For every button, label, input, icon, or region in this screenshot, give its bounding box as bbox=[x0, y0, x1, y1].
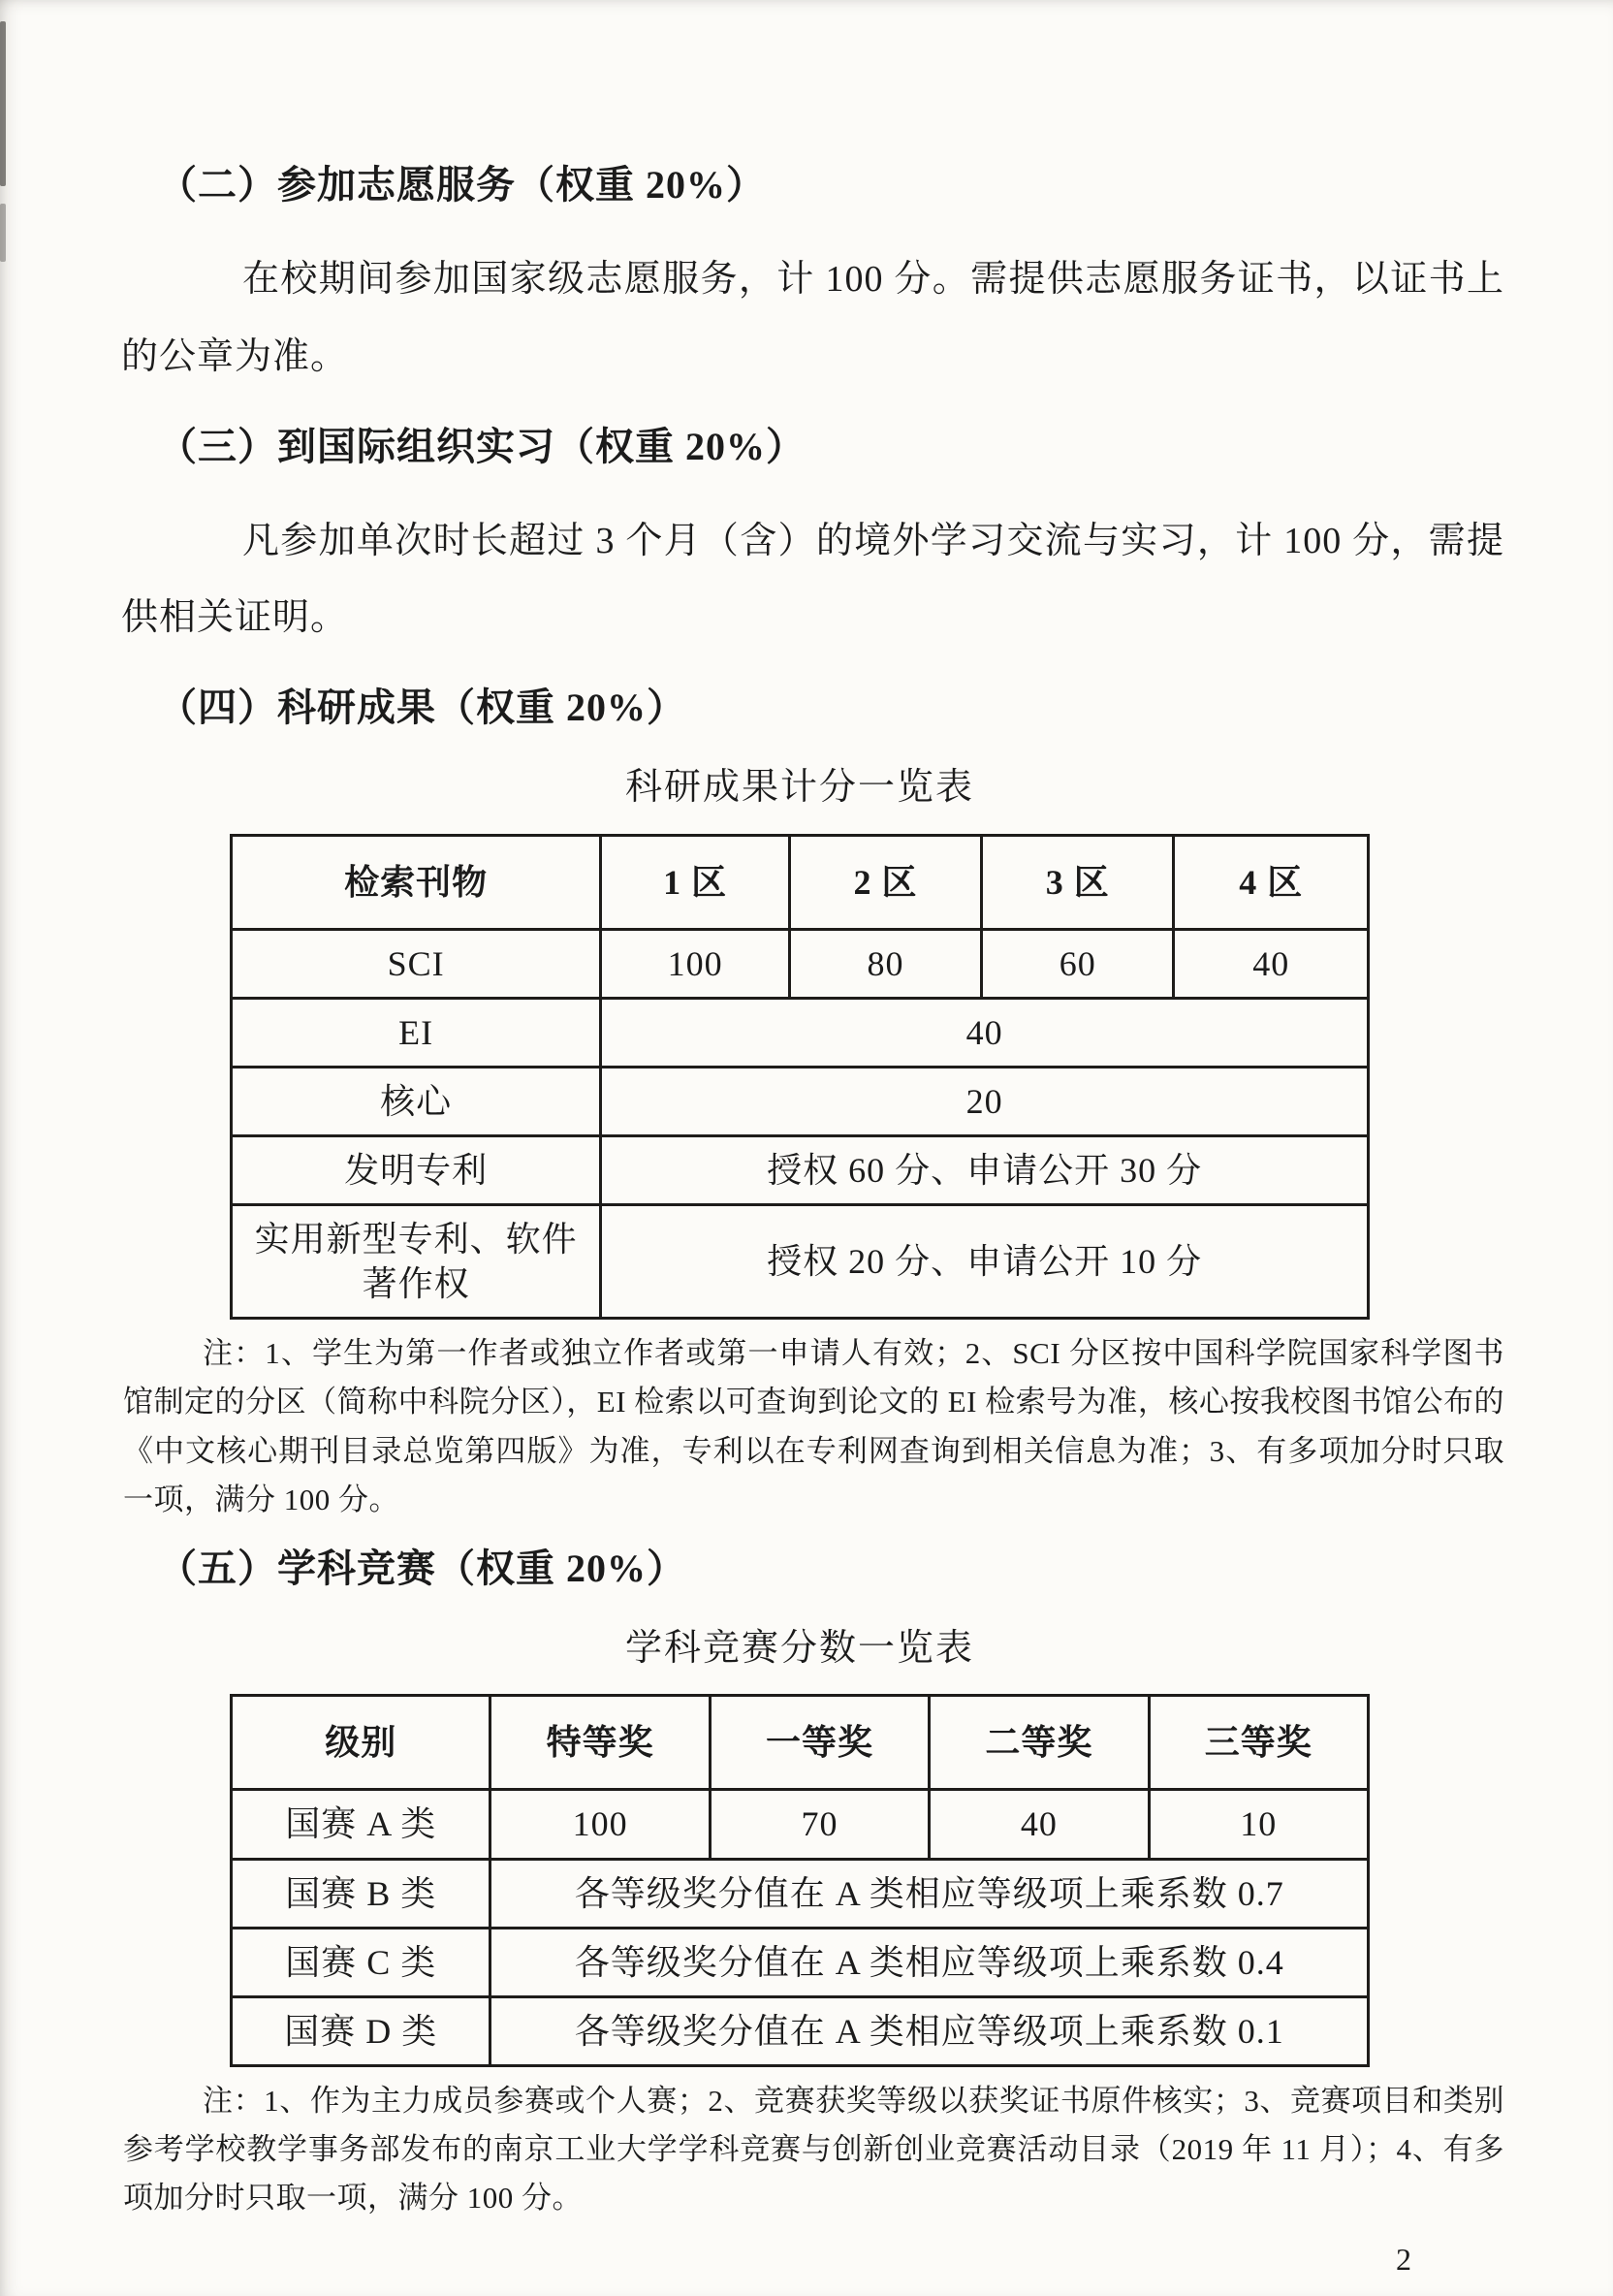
scan-artifact bbox=[0, 204, 6, 262]
table-header-cell: 检索刊物 bbox=[232, 835, 601, 929]
table-row-sci bbox=[232, 929, 1369, 998]
table-span-cell: 各等级奖分值在 A 类相应等级项上乘系数 0.1 bbox=[490, 1996, 1369, 2065]
research-table-note: 注：1、学生为第一作者或独立作者或第一申请人有效；2、SCI 分区按中国科学院国家科学图书馆制定的分区（简称中科院分区），EI 检索以可查询到论文的 EI 检索号为准，核心按我校图书馆公布的《中文核心期刊目录总览第四版》为准，专利以在专利网查询到相关信息为准；3、有多项加分时只取一项，满分 100 分。 bbox=[123, 1336, 1504, 1516]
table-row-national-d bbox=[232, 1996, 1369, 2065]
table-header-cell: 级别 bbox=[232, 1696, 490, 1790]
row-label-cell: 国赛 A 类 bbox=[232, 1790, 490, 1859]
table-header-cell: 二等奖 bbox=[930, 1696, 1149, 1790]
table-header-cell: 4 区 bbox=[1174, 835, 1369, 929]
table-span-cell: 20 bbox=[601, 1067, 1369, 1135]
row-label-cell: 核心 bbox=[232, 1067, 601, 1135]
research-score-table bbox=[230, 834, 1370, 1321]
table-row-national-a bbox=[232, 1790, 1369, 1859]
table-row-utility-patent bbox=[232, 1204, 1369, 1318]
table-row-ei bbox=[232, 998, 1369, 1067]
table-header-cell: 三等奖 bbox=[1149, 1696, 1368, 1790]
table-cell: 100 bbox=[601, 929, 790, 998]
table-cell: 100 bbox=[490, 1790, 710, 1859]
table-header-cell: 一等奖 bbox=[710, 1696, 929, 1790]
table-row-national-b bbox=[232, 1859, 1369, 1928]
heading-international-internship: （三）到国际组织实习（权重 20%） bbox=[158, 424, 806, 468]
competition-table-title: 学科竞赛分数一览表 bbox=[624, 1628, 974, 1669]
row-label-cell: 国赛 B 类 bbox=[232, 1859, 490, 1928]
table-cell: 10 bbox=[1149, 1790, 1368, 1859]
row-label-cell: EI bbox=[232, 998, 601, 1067]
table-header-cell: 2 区 bbox=[789, 835, 981, 929]
table-row-national-c bbox=[232, 1928, 1369, 1996]
heading-volunteer-service: （二）参加志愿服务（权重 20%） bbox=[158, 163, 766, 207]
table-row-invention-patent bbox=[232, 1135, 1369, 1204]
table-row-core bbox=[232, 1067, 1369, 1135]
row-label-cell: 国赛 C 类 bbox=[232, 1928, 490, 1996]
competition-score-table bbox=[230, 1694, 1370, 2066]
table-span-cell: 各等级奖分值在 A 类相应等级项上乘系数 0.4 bbox=[490, 1928, 1369, 1996]
heading-subject-competition: （五）学科竞赛（权重 20%） bbox=[158, 1547, 686, 1590]
table-span-cell: 各等级奖分值在 A 类相应等级项上乘系数 0.7 bbox=[490, 1859, 1369, 1928]
page-number: 2 bbox=[1396, 2242, 1411, 2278]
research-table-title: 科研成果计分一览表 bbox=[624, 767, 974, 809]
competition-table-header-row bbox=[232, 1696, 1369, 1790]
row-label-cell: SCI bbox=[232, 929, 601, 998]
table-cell: 80 bbox=[789, 929, 981, 998]
table-header-cell: 1 区 bbox=[601, 835, 790, 929]
row-label-cell: 国赛 D 类 bbox=[232, 1996, 490, 2065]
competition-table-note: 注：1、作为主力成员参赛或个人赛；2、竞赛获奖等级以获奖证书原件核实；3、竞赛项目和类别参考学校教学事务部发布的南京工业大学学科竞赛与创新创业竞赛活动目录（2019 年 11 月）；4、有多项加分时只取一项，满分 100 分。 bbox=[123, 2083, 1504, 2216]
table-cell: 40 bbox=[1174, 929, 1369, 998]
paragraph-international-internship: 凡参加单次时长超过 3 个月（含）的境外学习交流与实习，计 100 分，需提供相关证明。 bbox=[121, 520, 1504, 639]
table-header-cell: 3 区 bbox=[982, 835, 1174, 929]
table-cell: 40 bbox=[930, 1790, 1149, 1859]
scan-artifact bbox=[0, 21, 6, 186]
research-table-header-row bbox=[232, 835, 1369, 929]
row-label-cell: 实用新型专利、软件著作权 bbox=[232, 1204, 601, 1318]
row-label-cell: 发明专利 bbox=[232, 1135, 601, 1204]
paragraph-volunteer-service: 在校期间参加国家级志愿服务，计 100 分。需提供志愿服务证书，以证书上的公章为准。 bbox=[121, 259, 1504, 377]
table-cell: 60 bbox=[982, 929, 1174, 998]
heading-research-achievements: （四）科研成果（权重 20%） bbox=[158, 686, 686, 730]
table-span-cell: 授权 20 分、申请公开 10 分 bbox=[601, 1204, 1369, 1318]
table-span-cell: 授权 60 分、申请公开 30 分 bbox=[601, 1135, 1369, 1204]
table-cell: 70 bbox=[710, 1790, 929, 1859]
table-header-cell: 特等奖 bbox=[490, 1696, 710, 1790]
table-span-cell: 40 bbox=[601, 998, 1369, 1067]
